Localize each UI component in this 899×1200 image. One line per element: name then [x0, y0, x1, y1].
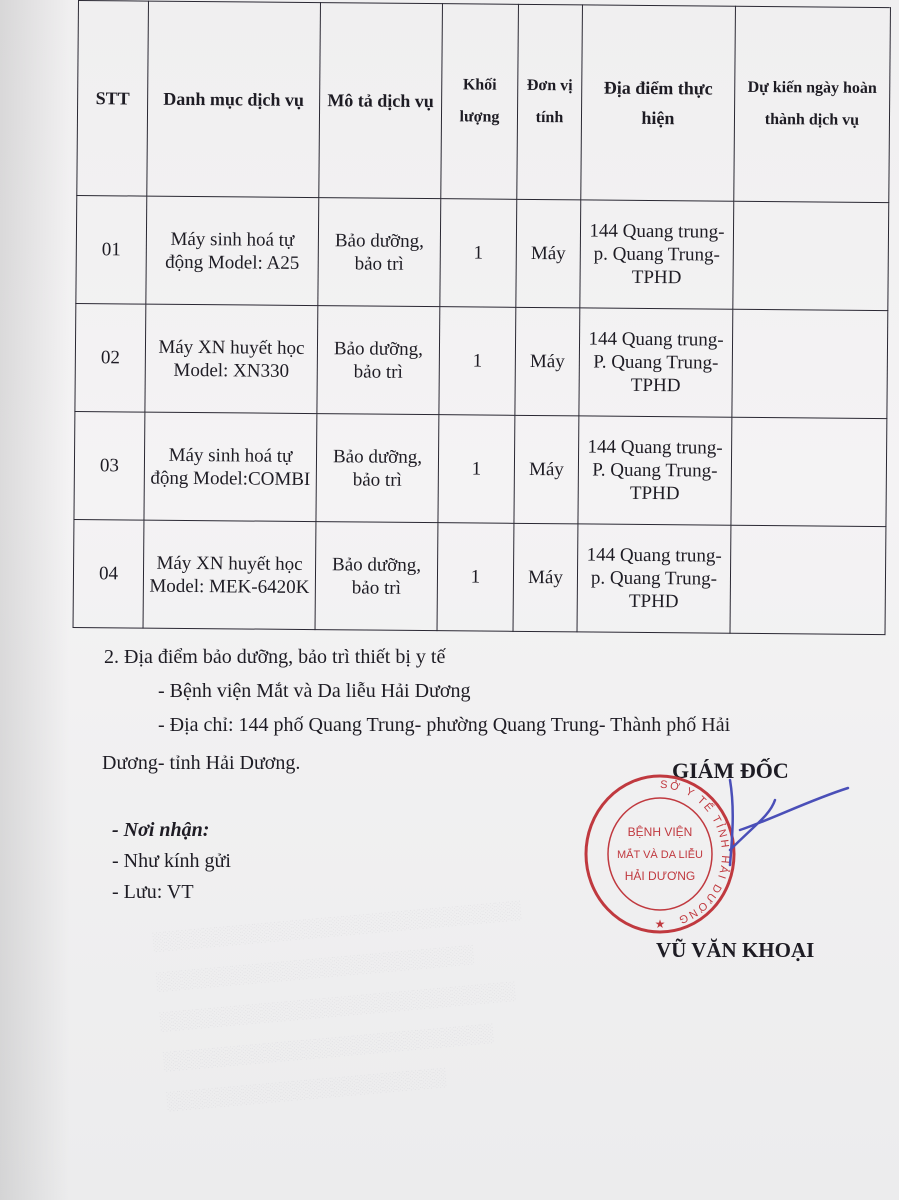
header-stt: STT — [77, 1, 149, 197]
stamp-line-1: BỆNH VIỆN — [627, 825, 693, 839]
cell-location: 144 Quang trung- P. Quang Trung- TPHD — [579, 308, 733, 417]
cell-location: 144 Quang trung- p. Quang Trung- TPHD — [577, 524, 731, 633]
stamp-star-icon: ★ — [654, 917, 666, 931]
cell-quantity: 1 — [437, 523, 514, 632]
cell-unit: Máy — [516, 199, 581, 308]
show-through-text: ░░░░░░░░░░░░░░░░░░░░░░░░░░░░░ ░░░░░░░░░░░░░░░░░░░░░░░░░ ░░░░░░░░░░░░░░░░░░░░░░░░░░░░ ░░░░░░░░░░░░░░░░░░░░░░░░░░ ░░░░░░░░░░░░░░░░░░░░░░ — [151, 899, 522, 1112]
cell-unit: Máy — [514, 415, 579, 524]
table-row — [74, 411, 887, 526]
cell-category: Máy sinh hoá tự động Model:COMBI — [144, 412, 317, 521]
cell-expected-date — [731, 417, 887, 526]
header-category: Danh mục dịch vụ — [147, 1, 321, 197]
address-line-2: Dương- tỉnh Hải Dương. — [102, 752, 301, 774]
cell-location: 144 Quang trung- P. Quang Trung- TPHD — [578, 416, 732, 525]
handwritten-signature — [700, 770, 860, 880]
header-expected-date: Dự kiến ngày hoàn thành dịch vụ — [734, 6, 891, 202]
table-row — [75, 303, 888, 418]
recipients-block — [112, 815, 231, 908]
cell-expected-date — [730, 525, 886, 634]
recipient-item: - Lưu: VT — [112, 881, 194, 903]
cell-quantity: 1 — [438, 415, 515, 524]
cell-quantity: 1 — [439, 307, 516, 416]
header-description: Mô tả dịch vụ — [319, 3, 443, 199]
cell-stt: 01 — [76, 195, 147, 304]
cell-category: Máy sinh hoá tự động Model: A25 — [146, 196, 319, 305]
table-header-row — [77, 1, 891, 203]
stamp-ring-text: SỞ Y TẾ TỈNH HẢI DƯƠNG — [659, 778, 732, 927]
cell-expected-date — [732, 309, 888, 418]
cell-quantity: 1 — [440, 199, 517, 308]
service-table-container — [72, 0, 896, 647]
cell-category: Máy XN huyết học Model: MEK-6420K — [143, 520, 316, 629]
table-row — [76, 195, 889, 310]
signature-stroke — [730, 780, 848, 865]
recipients-heading: - Nơi nhận: — [112, 819, 210, 841]
stamp-line-2: MẮT VÀ DA LIỄU — [617, 849, 703, 861]
section-heading: 2. Địa điểm bảo dưỡng, bảo trì thiết bị y tế — [104, 646, 446, 668]
cell-location: 144 Quang trung- p. Quang Trung- TPHD — [580, 200, 734, 309]
cell-stt: 03 — [74, 411, 145, 520]
cell-unit: Máy — [515, 307, 580, 416]
table-row — [73, 519, 886, 634]
address-line-1: - Địa chỉ: 144 phố Quang Trung- phường Quang Trung- Thành phố Hải — [158, 714, 731, 736]
cell-expected-date — [733, 201, 889, 310]
header-location: Địa điểm thực hiện — [581, 5, 736, 201]
signer-name: VŨ VĂN KHOẠI — [656, 938, 815, 962]
page-shadow — [0, 0, 70, 1200]
cell-description: Bảo dưỡng, bảo trì — [315, 522, 438, 631]
cell-description: Bảo dưỡng, bảo trì — [317, 306, 440, 415]
stamp-line-3: HẢI DƯƠNG — [624, 869, 696, 883]
header-unit: Đơn vị tính — [517, 4, 583, 200]
hospital-name: - Bệnh viện Mắt và Da liễu Hải Dương — [158, 680, 471, 702]
signer-title: GIÁM ĐỐC — [672, 758, 789, 783]
header-quantity: Khối lượng — [441, 4, 519, 200]
cell-description: Bảo dưỡng, bảo trì — [318, 198, 441, 307]
cell-unit: Máy — [513, 523, 578, 632]
cell-category: Máy XN huyết học Model: XN330 — [145, 304, 318, 413]
cell-description: Bảo dưỡng, bảo trì — [316, 414, 439, 523]
cell-stt: 02 — [75, 303, 146, 412]
cell-stt: 04 — [73, 519, 144, 628]
recipient-item: - Như kính gửi — [112, 850, 231, 872]
service-table — [73, 0, 891, 635]
